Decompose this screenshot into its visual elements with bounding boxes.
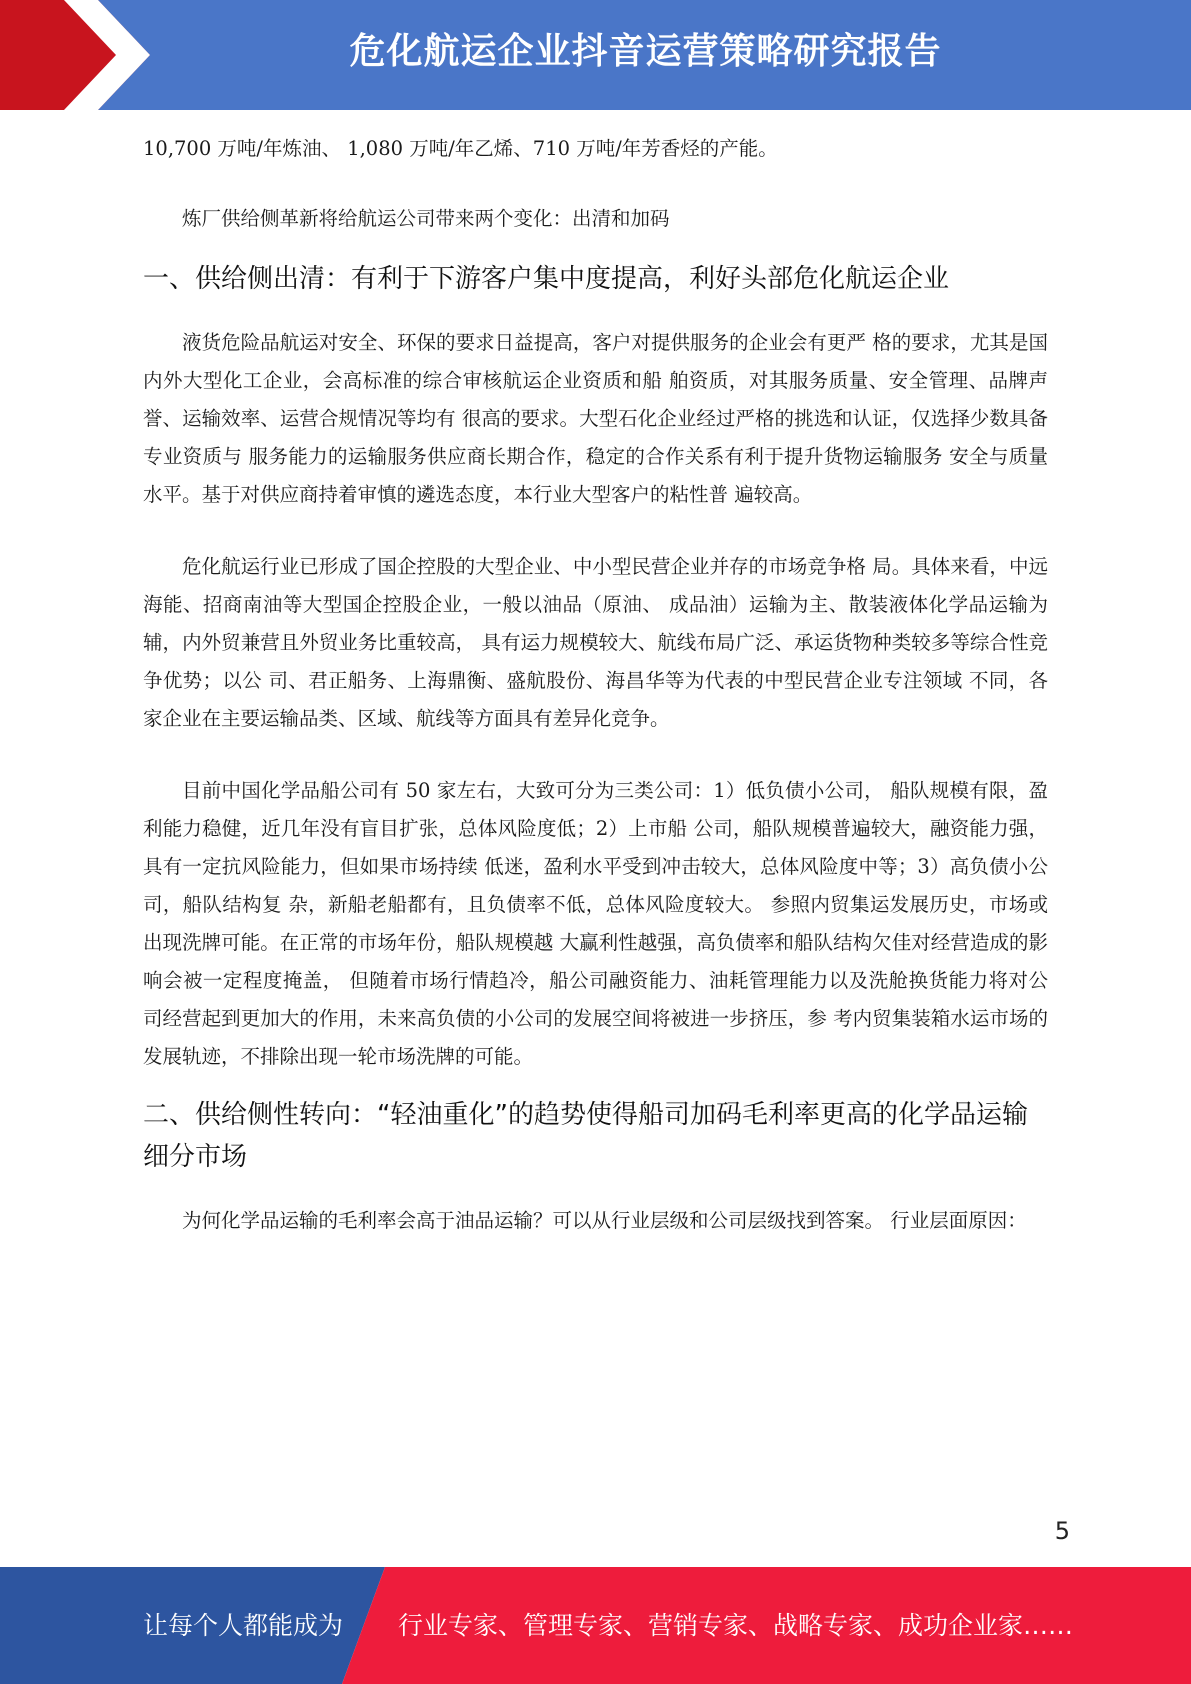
footer-banner bbox=[0, 1567, 1191, 1684]
body-paragraph-intro: 炼厂供给侧革新将给航运公司带来两个变化：出清和加码 bbox=[182, 207, 670, 230]
header-bar bbox=[0, 0, 1191, 110]
body-paragraph-4: 为何化学品运输的毛利率会高于油品运输？可以从行业层级和公司层级找到答案。 行业层面原因： bbox=[182, 1209, 1027, 1232]
section-heading-1: 一、供给侧出清：有利于下游客户集中度提高，利好头部危化航运企业 bbox=[143, 264, 950, 294]
body-paragraph-2: 危化航运行业已形成了国企控股的大型企业、中小型民营企业并存的市场竞争格 局。具体来看，中远海能、招商南油等大型国企控股企业，一般以油品（原油、 成品油）运输为主、散装液体化学品运输为辅，内外贸兼营且外贸业务比重较高， 具有运力规模较大、航线布局广泛、承运货物种类较多等综合性竞争优势；以公 司、君正船务、上海鼎衡、盛航股份、海昌华等为代表的中型民营企业专注领域 不同，各家企业在主要运输品类、区域、航线等方面具有差异化竞争。 bbox=[143, 555, 1048, 730]
page-number: 5 bbox=[1054, 1517, 1070, 1545]
footer-slogan-right: 行业专家、管理专家、营销专家、战略专家、成功企业家…… bbox=[398, 1611, 1074, 1640]
header-chevron-graphic bbox=[0, 0, 160, 110]
section-heading-2: 二、供给侧性转向：“轻油重化”的趋势使得船司加码毛利率更高的化学品运输 细分市场 bbox=[143, 1100, 1028, 1172]
body-paragraph-3: 目前中国化学品船公司有 50 家左右，大致可分为三类公司：1）低负债小公司， 船队规模有限，盈利能力稳健，近几年没有盲目扩张，总体风险度低；2）上市船 公司，船队规模普遍较大，融资能力强，具有一定抗风险能力，但如果市场持续 低迷，盈利水平受到冲击较大，总体风险度中等；3）高负债小公司，船队结构复 杂，新船老船都有，且负债率不低，总体风险度较大。 参照内贸集运发展历史，市场或出现洗牌可能。在正常的市场年份，船队规模越 大赢利性越强，高负债率和船队结构欠佳对经营造成的影响会被一定程度掩盖， 但随着市场行情趋冷，船公司融资能力、油耗管理能力以及洗舱换货能力将对公 司经营起到更加大的作用，未来高负债的小公司的发展空间将被进一步挤压，参 考内贸集装箱水运市场的发展轨迹，不排除出现一轮市场洗牌的可能。 bbox=[143, 779, 1048, 1068]
footer-slogan-left: 让每个人都能成为 bbox=[143, 1611, 344, 1640]
document-title: 危化航运企业抖音运营策略研究报告 bbox=[349, 31, 942, 72]
page-content bbox=[143, 130, 1048, 1240]
body-paragraph-1: 液货危险品航运对安全、环保的要求日益提高，客户对提供服务的企业会有更严 格的要求，尤其是国内外大型化工企业，会高标准的综合审核航运企业资质和船 舶资质，对其服务质量、安全管理、品牌声誉、运输效率、运营合规情况等均有 很高的要求。大型石化企业经过严格的挑选和认证，仅选择少数具备专业资质与 服务能力的运输服务供应商长期合作，稳定的合作关系有利于提升货物运输服务 安全与质量水平。基于对供应商持着审慎的遴选态度，本行业大型客户的粘性普 遍较高。 bbox=[143, 331, 1048, 506]
body-line-capacity: 10,700 万吨/年炼油、 1,080 万吨/年乙烯、710 万吨/年芳香烃的产能。 bbox=[143, 137, 778, 160]
